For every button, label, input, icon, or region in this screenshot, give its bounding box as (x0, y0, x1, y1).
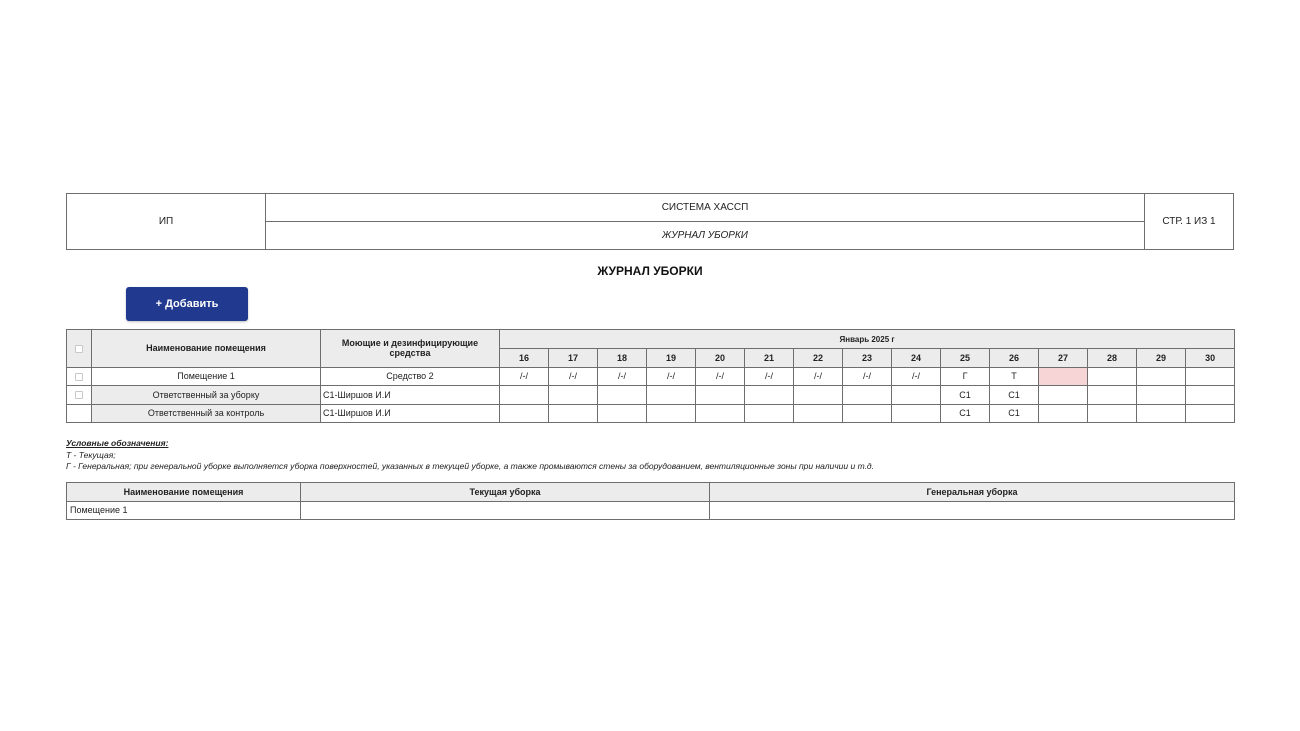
day-cell[interactable]: /-/ (794, 367, 843, 386)
day-header: 28 (1088, 349, 1137, 368)
journal-name: ЖУРНАЛ УБОРКИ (266, 222, 1145, 250)
table-row-room (67, 367, 1235, 386)
day-cell[interactable]: С1 (990, 386, 1039, 405)
day-header: 29 (1137, 349, 1186, 368)
day-cell[interactable] (1088, 404, 1137, 423)
page-counter: СТР. 1 ИЗ 1 (1145, 194, 1234, 250)
day-cell[interactable]: /-/ (500, 367, 549, 386)
day-cell[interactable]: /-/ (549, 367, 598, 386)
day-cell[interactable] (647, 386, 696, 405)
day-cell[interactable] (696, 386, 745, 405)
legend-title: Условные обозначения: (66, 438, 169, 448)
row-select-cell (67, 386, 92, 405)
legend-line-general: Г - Генеральная; при генеральной уборке выполняется уборка поверхностей, указанных в текущей уборке, а также промываются стены за оборудованием, вентиляционные зоны при наличии и т.д. (66, 461, 874, 471)
current-cleaning-cell[interactable] (301, 501, 710, 520)
agent-name[interactable]: Средство 2 (321, 367, 500, 386)
day-cell[interactable] (1186, 404, 1235, 423)
day-cell[interactable] (598, 404, 647, 423)
day-cell[interactable]: /-/ (892, 367, 941, 386)
document-header (66, 193, 1234, 250)
general-cleaning-cell[interactable] (710, 501, 1235, 520)
day-cell[interactable]: С1 (990, 404, 1039, 423)
day-cell[interactable] (1088, 367, 1137, 386)
day-cell[interactable] (794, 386, 843, 405)
day-cell[interactable] (1186, 367, 1235, 386)
col-current-header: Текущая уборка (301, 483, 710, 502)
row-select-cell (67, 367, 92, 386)
day-cell[interactable]: Т (990, 367, 1039, 386)
col-room-header: Наименование помещения (92, 330, 321, 368)
row-checkbox[interactable] (75, 391, 83, 399)
room-name[interactable]: Помещение 1 (67, 501, 301, 520)
day-cell[interactable]: /-/ (696, 367, 745, 386)
day-header: 30 (1186, 349, 1235, 368)
legend-line-current: Т - Текущая; (66, 449, 116, 460)
day-cell[interactable]: С1 (941, 386, 990, 405)
day-cell[interactable] (549, 386, 598, 405)
day-cell[interactable] (696, 404, 745, 423)
day-header: 21 (745, 349, 794, 368)
day-header: 17 (549, 349, 598, 368)
day-cell[interactable] (1137, 404, 1186, 423)
day-header: 16 (500, 349, 549, 368)
day-cell[interactable] (745, 386, 794, 405)
day-cell[interactable]: Г (941, 367, 990, 386)
day-header: 23 (843, 349, 892, 368)
day-cell[interactable] (1137, 367, 1186, 386)
control-label: Ответственный за контроль (92, 404, 321, 423)
day-cell[interactable] (549, 404, 598, 423)
col-general-header: Генеральная уборка (710, 483, 1235, 502)
day-cell[interactable] (1039, 386, 1088, 405)
journal-table (66, 329, 1235, 423)
day-cell[interactable] (1137, 386, 1186, 405)
day-cell[interactable]: /-/ (598, 367, 647, 386)
day-cell[interactable] (794, 404, 843, 423)
day-cell[interactable] (1039, 404, 1088, 423)
control-person[interactable]: С1-Ширшов И.И (321, 404, 500, 423)
day-header: 20 (696, 349, 745, 368)
day-cell[interactable] (500, 386, 549, 405)
day-cell[interactable]: С1 (941, 404, 990, 423)
day-cell[interactable]: /-/ (745, 367, 794, 386)
day-cell-current[interactable] (1039, 367, 1088, 386)
cleaner-person[interactable]: С1-Ширшов И.И (321, 386, 500, 405)
day-cell[interactable] (598, 386, 647, 405)
day-header: 19 (647, 349, 696, 368)
day-header: 27 (1039, 349, 1088, 368)
day-cell[interactable] (1186, 386, 1235, 405)
system-name: СИСТЕМА ХАССП (266, 194, 1145, 222)
page-title: ЖУРНАЛ УБОРКИ (597, 264, 703, 278)
day-cell[interactable] (892, 404, 941, 423)
cleaner-label: Ответственный за уборку (92, 386, 321, 405)
day-cell[interactable]: /-/ (647, 367, 696, 386)
day-header: 24 (892, 349, 941, 368)
day-cell[interactable] (745, 404, 794, 423)
legend (66, 438, 874, 473)
org-cell: ИП (67, 194, 266, 250)
select-all-checkbox[interactable] (75, 345, 83, 353)
day-cell[interactable] (892, 386, 941, 405)
add-button[interactable]: + Добавить (126, 287, 248, 321)
day-cell[interactable] (500, 404, 549, 423)
select-all-cell (67, 330, 92, 368)
row-select-cell-empty (67, 404, 92, 423)
day-cell[interactable]: /-/ (843, 367, 892, 386)
table-row (67, 501, 1235, 520)
day-header: 18 (598, 349, 647, 368)
day-cell[interactable] (1088, 386, 1137, 405)
col-agents-header: Моющие и дезинфицирующие средства (321, 330, 500, 368)
table-row-control (67, 404, 1235, 423)
col-room-header: Наименование помещения (67, 483, 301, 502)
day-cell[interactable] (647, 404, 696, 423)
day-cell[interactable] (843, 386, 892, 405)
day-cell[interactable] (843, 404, 892, 423)
row-checkbox[interactable] (75, 373, 83, 381)
cleaning-scope-table (66, 482, 1235, 520)
room-name[interactable]: Помещение 1 (92, 367, 321, 386)
day-header: 25 (941, 349, 990, 368)
day-header: 22 (794, 349, 843, 368)
day-header: 26 (990, 349, 1039, 368)
table-row-cleaner (67, 386, 1235, 405)
month-header: Январь 2025 г (500, 330, 1235, 349)
